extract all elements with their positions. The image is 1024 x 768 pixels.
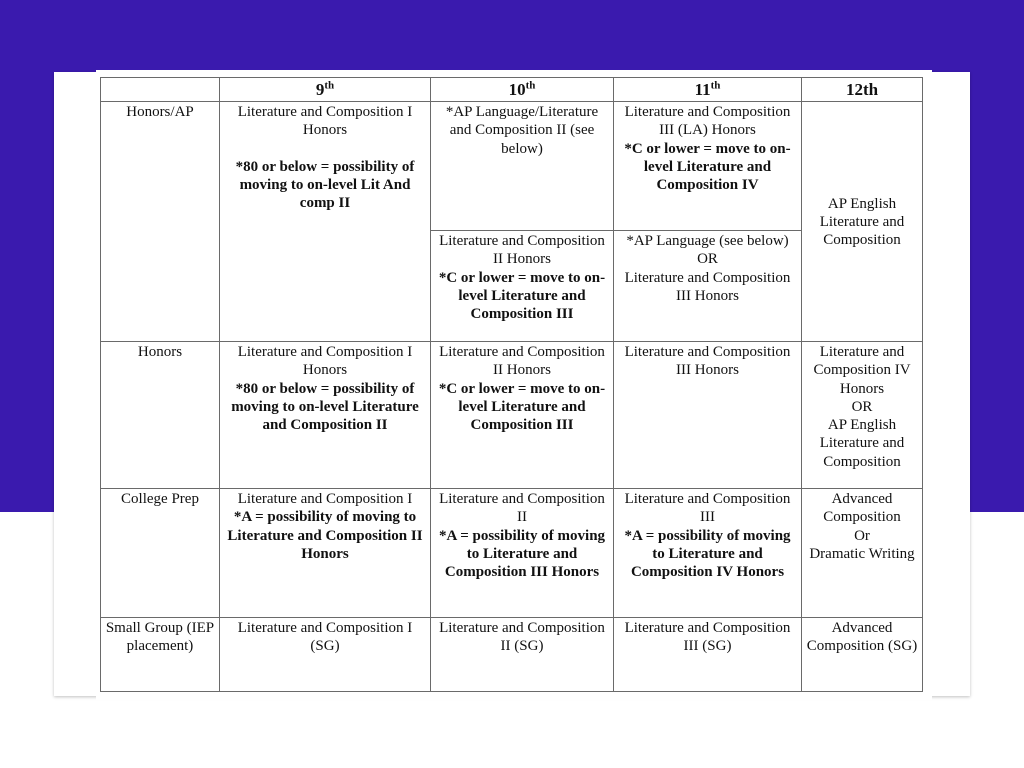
placement-note: *A = possibility of moving to Literature and Composition IV Honors (624, 527, 791, 581)
small-group-row (101, 618, 923, 692)
course-name: Literature and Composition II Honors (439, 344, 605, 379)
honors-ap-grade-12-cell (802, 102, 923, 342)
placement-note: *C or lower = move to on-level Literature and Composition III (438, 269, 606, 323)
level-honors-ap: Honors/AP (101, 102, 220, 342)
course-name: AP English Literature and Composition (819, 195, 905, 249)
header-row (101, 78, 923, 102)
course-option: Literature and Composition IV Honors (813, 344, 911, 397)
honors-grade-10-cell (431, 342, 614, 489)
college-prep-grade-12-cell (802, 489, 923, 618)
small-group-grade-10-cell: Literature and Composition II (SG) (431, 618, 614, 692)
honors-ap-grade-10-top-cell (431, 102, 614, 231)
honors-row (101, 342, 923, 489)
college-prep-grade-11-cell (614, 489, 802, 618)
level-honors: Honors (101, 342, 220, 489)
header-grade-10: 10th (431, 78, 614, 102)
header-grade-11: 11th (614, 78, 802, 102)
course-name: Literature and Composition III Honors (624, 344, 791, 379)
honors-ap-grade-9-cell (220, 102, 431, 342)
course-option: Dramatic Writing (809, 545, 915, 562)
curriculum-table (100, 77, 923, 692)
honors-ap-row-top (101, 102, 923, 231)
course-name: Literature and Composition III (LA) Honors (624, 104, 791, 139)
or-separator: OR (851, 398, 873, 415)
header-grade-9: 9th (220, 78, 431, 102)
honors-grade-9-cell (220, 342, 431, 489)
or-separator: OR (697, 251, 718, 268)
header-corner (101, 78, 220, 102)
level-college-prep: College Prep (101, 489, 220, 618)
course-name: *AP Language/Literature and Composition II (see below) (445, 104, 599, 157)
course-name: Literature and Composition I Honors (237, 344, 413, 379)
course-name: Literature and Composition II Honors (439, 233, 605, 268)
course-option: Advanced Composition (823, 491, 901, 526)
placement-note: *A = possibility of moving to Literature and Composition II Honors (227, 509, 423, 562)
level-small-group: Small Group (IEP placement) (101, 618, 220, 692)
or-separator: Or (854, 527, 870, 544)
course-name: Literature and Composition I (237, 491, 413, 507)
honors-grade-12-cell (802, 342, 923, 489)
course-name: Literature and Composition I Honors (237, 104, 413, 139)
placement-note: *C or lower = move to on-level Literature and Composition III (438, 380, 606, 434)
placement-note: *80 or below = possibility of moving to on-level Lit And comp II (235, 158, 415, 212)
header-grade-12: 12th (802, 78, 923, 102)
small-group-grade-9-cell: Literature and Composition I (SG) (220, 618, 431, 692)
course-option: *AP Language (see below) (626, 233, 789, 249)
course-option: Literature and Composition III Honors (624, 269, 791, 304)
honors-ap-grade-11-bottom-cell (614, 231, 802, 342)
course-option: AP English Literature and Composition (819, 417, 905, 470)
college-prep-grade-10-cell (431, 489, 614, 618)
honors-ap-grade-10-bottom-cell (431, 231, 614, 342)
placement-note: *A = possibility of moving to Literature and Composition III Honors (438, 527, 606, 581)
course-name: Literature and Composition III (624, 491, 791, 526)
course-name: Literature and Composition II (439, 491, 605, 526)
college-prep-grade-9-cell (220, 489, 431, 618)
honors-ap-grade-11-top-cell (614, 102, 802, 231)
placement-note: *80 or below = possibility of moving to on-level Literature and Composition II (231, 380, 419, 434)
placement-note: *C or lower = move to on-level Literature and Composition IV (624, 140, 791, 194)
small-group-grade-12-cell: Advanced Composition (SG) (802, 618, 923, 692)
small-group-grade-11-cell: Literature and Composition III (SG) (614, 618, 802, 692)
college-prep-row (101, 489, 923, 618)
honors-grade-11-cell (614, 342, 802, 489)
spacer (223, 140, 427, 158)
